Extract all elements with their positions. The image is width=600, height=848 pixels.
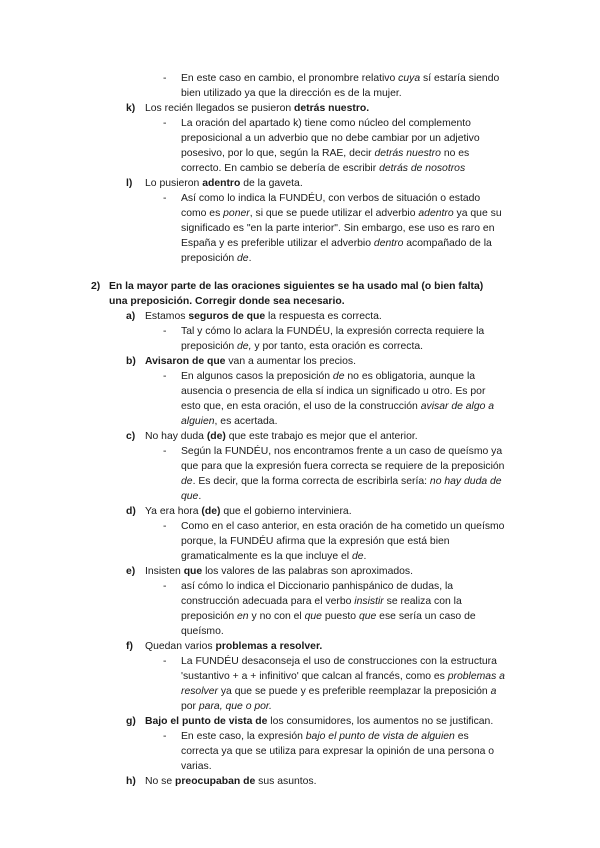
item-a-expl-1: Tal y cómo lo aclara la FUNDÉU, la expresión correcta requiere la — [181, 326, 485, 337]
bullet-dash: - — [163, 656, 167, 667]
item-e-expl-1: así cómo lo indica el Diccionario panhispánico de dudas, la — [181, 581, 454, 592]
item-f-expl-2: 'sustantivo + a + infinitivo' que calcan al francés, como es problemas a — [181, 671, 505, 682]
item-f-expl-4: por para, que o por. — [181, 701, 272, 712]
item-l-expl-3: significado es "en la parte interior". Sin embargo, ese uso es raro en — [181, 223, 495, 234]
item-a-sentence: Estamos seguros de que la respuesta es correcta. — [145, 311, 382, 322]
section-2-number: 2) — [91, 281, 101, 292]
item-b-expl-3: esto que, en esta oración, el uso de la construcción avisar de algo a — [181, 401, 495, 412]
item-a-expl-2: preposición de, y por tanto, esta oración es correcta. — [181, 341, 424, 352]
item-e-label: e) — [126, 566, 136, 577]
item-g-expl-2: correcta ya que se utiliza para expresar la opinión de una persona o — [181, 746, 495, 757]
item-l-expl-4: España y es preferible utilizar el adverbio dentro acompañado de la — [181, 238, 492, 249]
item-g-sentence: Bajo el punto de vista de los consumidores, los aumentos no se justifican. — [145, 716, 494, 727]
item-b-expl-4: alguien, es acertada. — [181, 416, 278, 427]
item-c-expl-3: de. Es decir, que la forma correcta de escribirla sería: no hay duda de — [181, 476, 502, 487]
item-g-label: g) — [126, 716, 136, 727]
item-b-label: b) — [126, 356, 136, 367]
section-2-title-line-2: una preposición. Corregir donde sea necesario. — [109, 296, 345, 307]
item-k-expl-4: correcto. En cambio se debería de escribir detrás de nosotros — [181, 163, 466, 174]
item-a-label: a) — [126, 311, 136, 322]
item-l-expl-2: como es poner, si que se puede utilizar el adverbio adentro ya que su — [181, 208, 502, 219]
bullet-dash: - — [163, 73, 167, 84]
item-k-label: k) — [126, 103, 136, 114]
item-l-sentence: Lo pusieron adentro de la gaveta. — [145, 178, 303, 189]
item-h-sentence: No se preocupaban de sus asuntos. — [145, 776, 317, 787]
intro-line-2: bien utilizado ya que la dirección es de la mujer. — [181, 88, 402, 99]
item-h-label: h) — [126, 776, 136, 787]
bullet-dash: - — [163, 371, 167, 382]
item-b-expl-2: ausencia o presencia de ella sí indica un significado u otro. Es por — [181, 386, 486, 397]
item-c-expl-4: que. — [181, 491, 202, 502]
item-g-expl-1: En este caso, la expresión bajo el punto de vista de alguien es — [181, 731, 469, 742]
intro-line-1: En este caso en cambio, el pronombre relativo cuya sí estaría siendo — [181, 73, 500, 84]
item-d-expl-3: gramaticalmente es la que incluye el de. — [181, 551, 367, 562]
item-f-expl-1: La FUNDÉU desaconseja el uso de construcciones con la estructura — [181, 656, 497, 667]
bullet-dash: - — [163, 731, 167, 742]
item-k-expl-1: La oración del apartado k) tiene como núcleo del complemento — [181, 118, 471, 129]
item-g-expl-3: varias. — [181, 761, 212, 772]
bullet-dash: - — [163, 326, 167, 337]
item-k-expl-3: posesivo, por lo que, según la RAE, decir detrás nuestro no es — [181, 148, 470, 159]
item-d-expl-1: Como en el caso anterior, en esta oración de ha cometido un queísmo — [181, 521, 505, 532]
item-b-expl-1: En algunos casos la preposición de no es obligatoria, aunque la — [181, 371, 476, 382]
bullet-dash: - — [163, 118, 167, 129]
item-e-sentence: Insisten que los valores de las palabras son aproximados. — [145, 566, 413, 577]
item-c-expl-1: Según la FUNDÉU, nos encontramos frente a un caso de queísmo ya — [181, 446, 503, 457]
bullet-dash: - — [163, 193, 167, 204]
item-b-sentence: Avisaron de que van a aumentar los precios. — [145, 356, 356, 367]
item-c-expl-2: que para que la expresión fuera correcta se requiere de la preposición — [181, 461, 505, 472]
item-f-sentence: Quedan varios problemas a resolver. — [145, 641, 323, 652]
item-e-expl-4: queísmo. — [181, 626, 224, 637]
item-c-sentence: No hay duda (de) que este trabajo es mejor que el anterior. — [145, 431, 418, 442]
section-2-title-line-1: En la mayor parte de las oraciones siguientes se ha usado mal (o bien falta) — [109, 281, 484, 292]
item-f-label: f) — [126, 641, 133, 652]
item-f-expl-3: resolver ya que se puede y es preferible reemplazar la preposición a — [181, 686, 497, 697]
item-e-expl-2: construcción adecuada para el verbo insistir se realiza con la — [181, 596, 462, 607]
item-l-expl-1: Así como lo indica la FUNDÉU, con verbos de situación o estado — [181, 193, 481, 204]
item-l-label: l) — [126, 178, 133, 189]
bullet-dash: - — [163, 521, 167, 532]
item-k-sentence: Los recién llegados se pusieron detrás nuestro. — [145, 103, 370, 114]
item-l-expl-5: preposición de. — [181, 253, 252, 264]
item-d-label: d) — [126, 506, 136, 517]
bullet-dash: - — [163, 446, 167, 457]
item-d-sentence: Ya era hora (de) que el gobierno interviniera. — [145, 506, 352, 517]
item-c-label: c) — [126, 431, 136, 442]
item-e-expl-3: preposición en y no con el que puesto que ese sería un caso de — [181, 611, 476, 622]
bullet-dash: - — [163, 581, 167, 592]
item-d-expl-2: porque, la FUNDÉU afirma que la expresión que está bien — [181, 536, 450, 547]
item-k-expl-2: preposicional a un adverbio que no debe cambiar por un adjetivo — [181, 133, 480, 144]
